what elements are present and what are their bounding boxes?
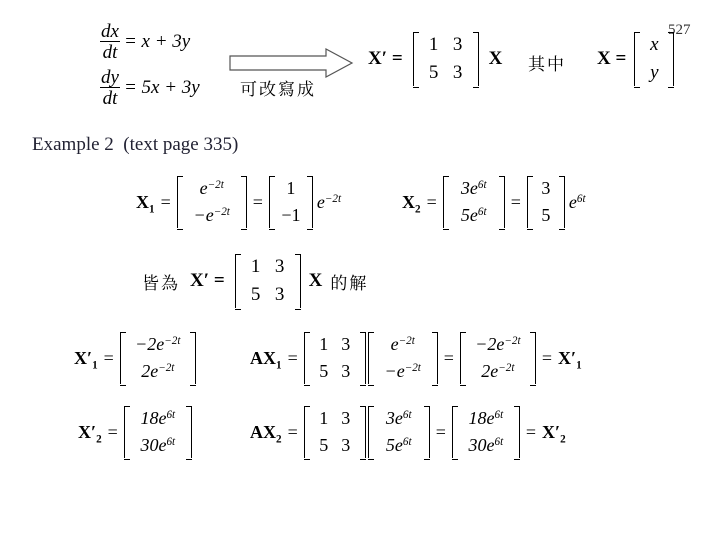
- equals-sign: =: [252, 191, 263, 212]
- fraction-numerator: dy: [101, 67, 119, 88]
- vector-subscript: 2: [415, 203, 421, 216]
- equation-dx: [100, 22, 200, 62]
- coefficient-matrix: [304, 332, 366, 384]
- vector-subscript: 1: [92, 359, 98, 372]
- page-number: 527: [668, 22, 691, 38]
- solution-x2: [402, 176, 586, 228]
- vector-subscript: 2: [276, 433, 282, 446]
- matrix-cell: $5e^{6t}$: [385, 435, 412, 455]
- matrix-cell: −1: [281, 205, 301, 225]
- matrix-cell: 1: [319, 408, 329, 428]
- fraction-denominator: dt: [102, 42, 118, 63]
- equation-system: [100, 22, 200, 110]
- matrix-cell: $2e^{-2t}$: [141, 361, 175, 381]
- vector-label: AX: [250, 347, 276, 368]
- vector-label: X′: [542, 421, 561, 442]
- fraction-numerator: dx: [101, 21, 119, 42]
- x-vector-rhs: X: [488, 48, 503, 69]
- x1-column: [368, 332, 438, 384]
- vector-subscript: 1: [276, 359, 282, 372]
- vector-label: X: [402, 191, 415, 212]
- matrix-cell: 3: [341, 435, 351, 455]
- matrix-cell: $18e^{6t}$: [140, 408, 176, 428]
- matrix-cell: $-2e^{-2t}$: [135, 334, 181, 354]
- where-label: 其中: [528, 55, 566, 75]
- matrix-cell: $2e^{-2t}$: [481, 361, 515, 381]
- matrix-cell: $-2e^{-2t}$: [475, 334, 521, 354]
- x-def-lhs: X =: [597, 48, 627, 69]
- equation-rhs: = 5x + 3y: [123, 77, 200, 98]
- matrix-cell: $3e^{6t}$: [460, 178, 487, 198]
- matrix-cell: 5: [541, 205, 551, 225]
- matrix-cell: 1: [428, 34, 439, 55]
- matrix-cell: 3: [341, 334, 351, 354]
- matrix-cell: 3: [452, 34, 463, 55]
- exponential-factor: $e^{6t}$: [568, 191, 586, 212]
- ax2-result-column: [452, 406, 520, 458]
- equation-rhs: = x + 3y: [123, 31, 191, 52]
- matrix-cell: 5: [319, 435, 329, 455]
- matrix-cell: $e^{-2t}$: [390, 334, 415, 354]
- vector-subscript: 1: [576, 359, 582, 372]
- vector-label: X: [136, 191, 149, 212]
- matrix-cell: 1: [250, 256, 261, 277]
- matrix-cell: 5: [319, 361, 329, 381]
- ax1-result-column: [460, 332, 536, 384]
- both-solutions-statement: [142, 254, 368, 308]
- exponential-factor: $e^{-2t}$: [316, 191, 342, 212]
- matrix-cell: $5e^{6t}$: [460, 205, 487, 225]
- equation-dy: [100, 66, 200, 110]
- coefficient-matrix: [413, 32, 479, 86]
- matrix-cell: y: [650, 62, 659, 83]
- matrix-cell: $30e^{6t}$: [468, 435, 504, 455]
- vector-subscript: 1: [149, 203, 155, 216]
- matrix-cell: x: [650, 34, 659, 55]
- equals-sign: =: [426, 191, 437, 212]
- matrix-cell: 1: [319, 334, 329, 354]
- vector-subscript: 2: [560, 433, 566, 446]
- x-vector-rhs: X: [308, 270, 323, 291]
- vector-label: X′: [558, 347, 577, 368]
- solution-x1: [136, 176, 341, 228]
- x-prime-lhs: X′ =: [190, 270, 225, 291]
- x1-constant-vector: [269, 176, 313, 228]
- solution-of-label: 的解: [330, 273, 369, 294]
- x2-column: [443, 176, 505, 228]
- matrix-cell: $e^{-2t}$: [199, 178, 224, 198]
- coefficient-matrix: [304, 406, 366, 458]
- vector-label: X′: [74, 347, 93, 368]
- equals-sign: =: [510, 191, 521, 212]
- matrix-cell: $30e^{6t}$: [140, 435, 176, 455]
- matrix-cell: 3: [274, 284, 285, 305]
- x2-derivative: $X'_2$ = $18e^{6t}$ $30e^{6t}$: [78, 406, 192, 458]
- matrix-cell: $-e^{-2t}$: [193, 205, 230, 225]
- ax1-product: $AX_1$ = 1 3 5 3 $e^{-2t}$ $-e^{-2t}$ = $-2e^{-2t}$ $2e^{-2t}$ = $X'_1$: [250, 332, 582, 384]
- matrix-cell: $-e^{-2t}$: [384, 361, 421, 381]
- fraction-dx-dt: [100, 22, 120, 62]
- example-title: Example 2 (text page 335): [32, 134, 239, 155]
- x2-derivative-column: [124, 406, 192, 458]
- matrix-cell: 3: [341, 361, 351, 381]
- matrix-cell: 3: [541, 178, 551, 198]
- rewrite-label: 可改寫成: [240, 80, 316, 100]
- matrix-cell: 5: [428, 62, 439, 83]
- coefficient-matrix: [235, 254, 301, 308]
- xy-column-vector: [634, 32, 674, 86]
- ax2-product: $AX_2$ = 1 3 5 3 $3e^{6t}$ $5e^{6t}$ = $18e^{6t}$ $30e^{6t}$ = $X'_2$: [250, 406, 566, 458]
- matrix-cell: 3: [274, 256, 285, 277]
- matrix-cell: $3e^{6t}$: [385, 408, 412, 428]
- matrix-cell: 3: [341, 408, 351, 428]
- matrix-cell: 3: [452, 62, 463, 83]
- matrix-cell: 1: [286, 178, 296, 198]
- equals-sign: =: [160, 191, 171, 212]
- fraction-dy-dt: [100, 68, 120, 108]
- x1-derivative-column: [120, 332, 196, 384]
- x1-derivative: $X'_1$ = $-2e^{-2t}$ $2e^{-2t}$: [74, 332, 196, 384]
- matrix-equation: [368, 32, 502, 86]
- matrix-cell: 5: [250, 284, 261, 305]
- vector-label: AX: [250, 421, 276, 442]
- fraction-denominator: dt: [102, 88, 118, 109]
- vector-subscript: 2: [96, 433, 102, 446]
- both-are-label: 皆為: [142, 273, 180, 294]
- vector-label: X′: [78, 421, 97, 442]
- x-prime-lhs: X′ =: [368, 48, 403, 69]
- x-definition: [597, 32, 674, 86]
- matrix-cell: $18e^{6t}$: [468, 408, 504, 428]
- x2-constant-vector: [527, 176, 565, 228]
- x2-column: [368, 406, 430, 458]
- x1-column: [177, 176, 247, 228]
